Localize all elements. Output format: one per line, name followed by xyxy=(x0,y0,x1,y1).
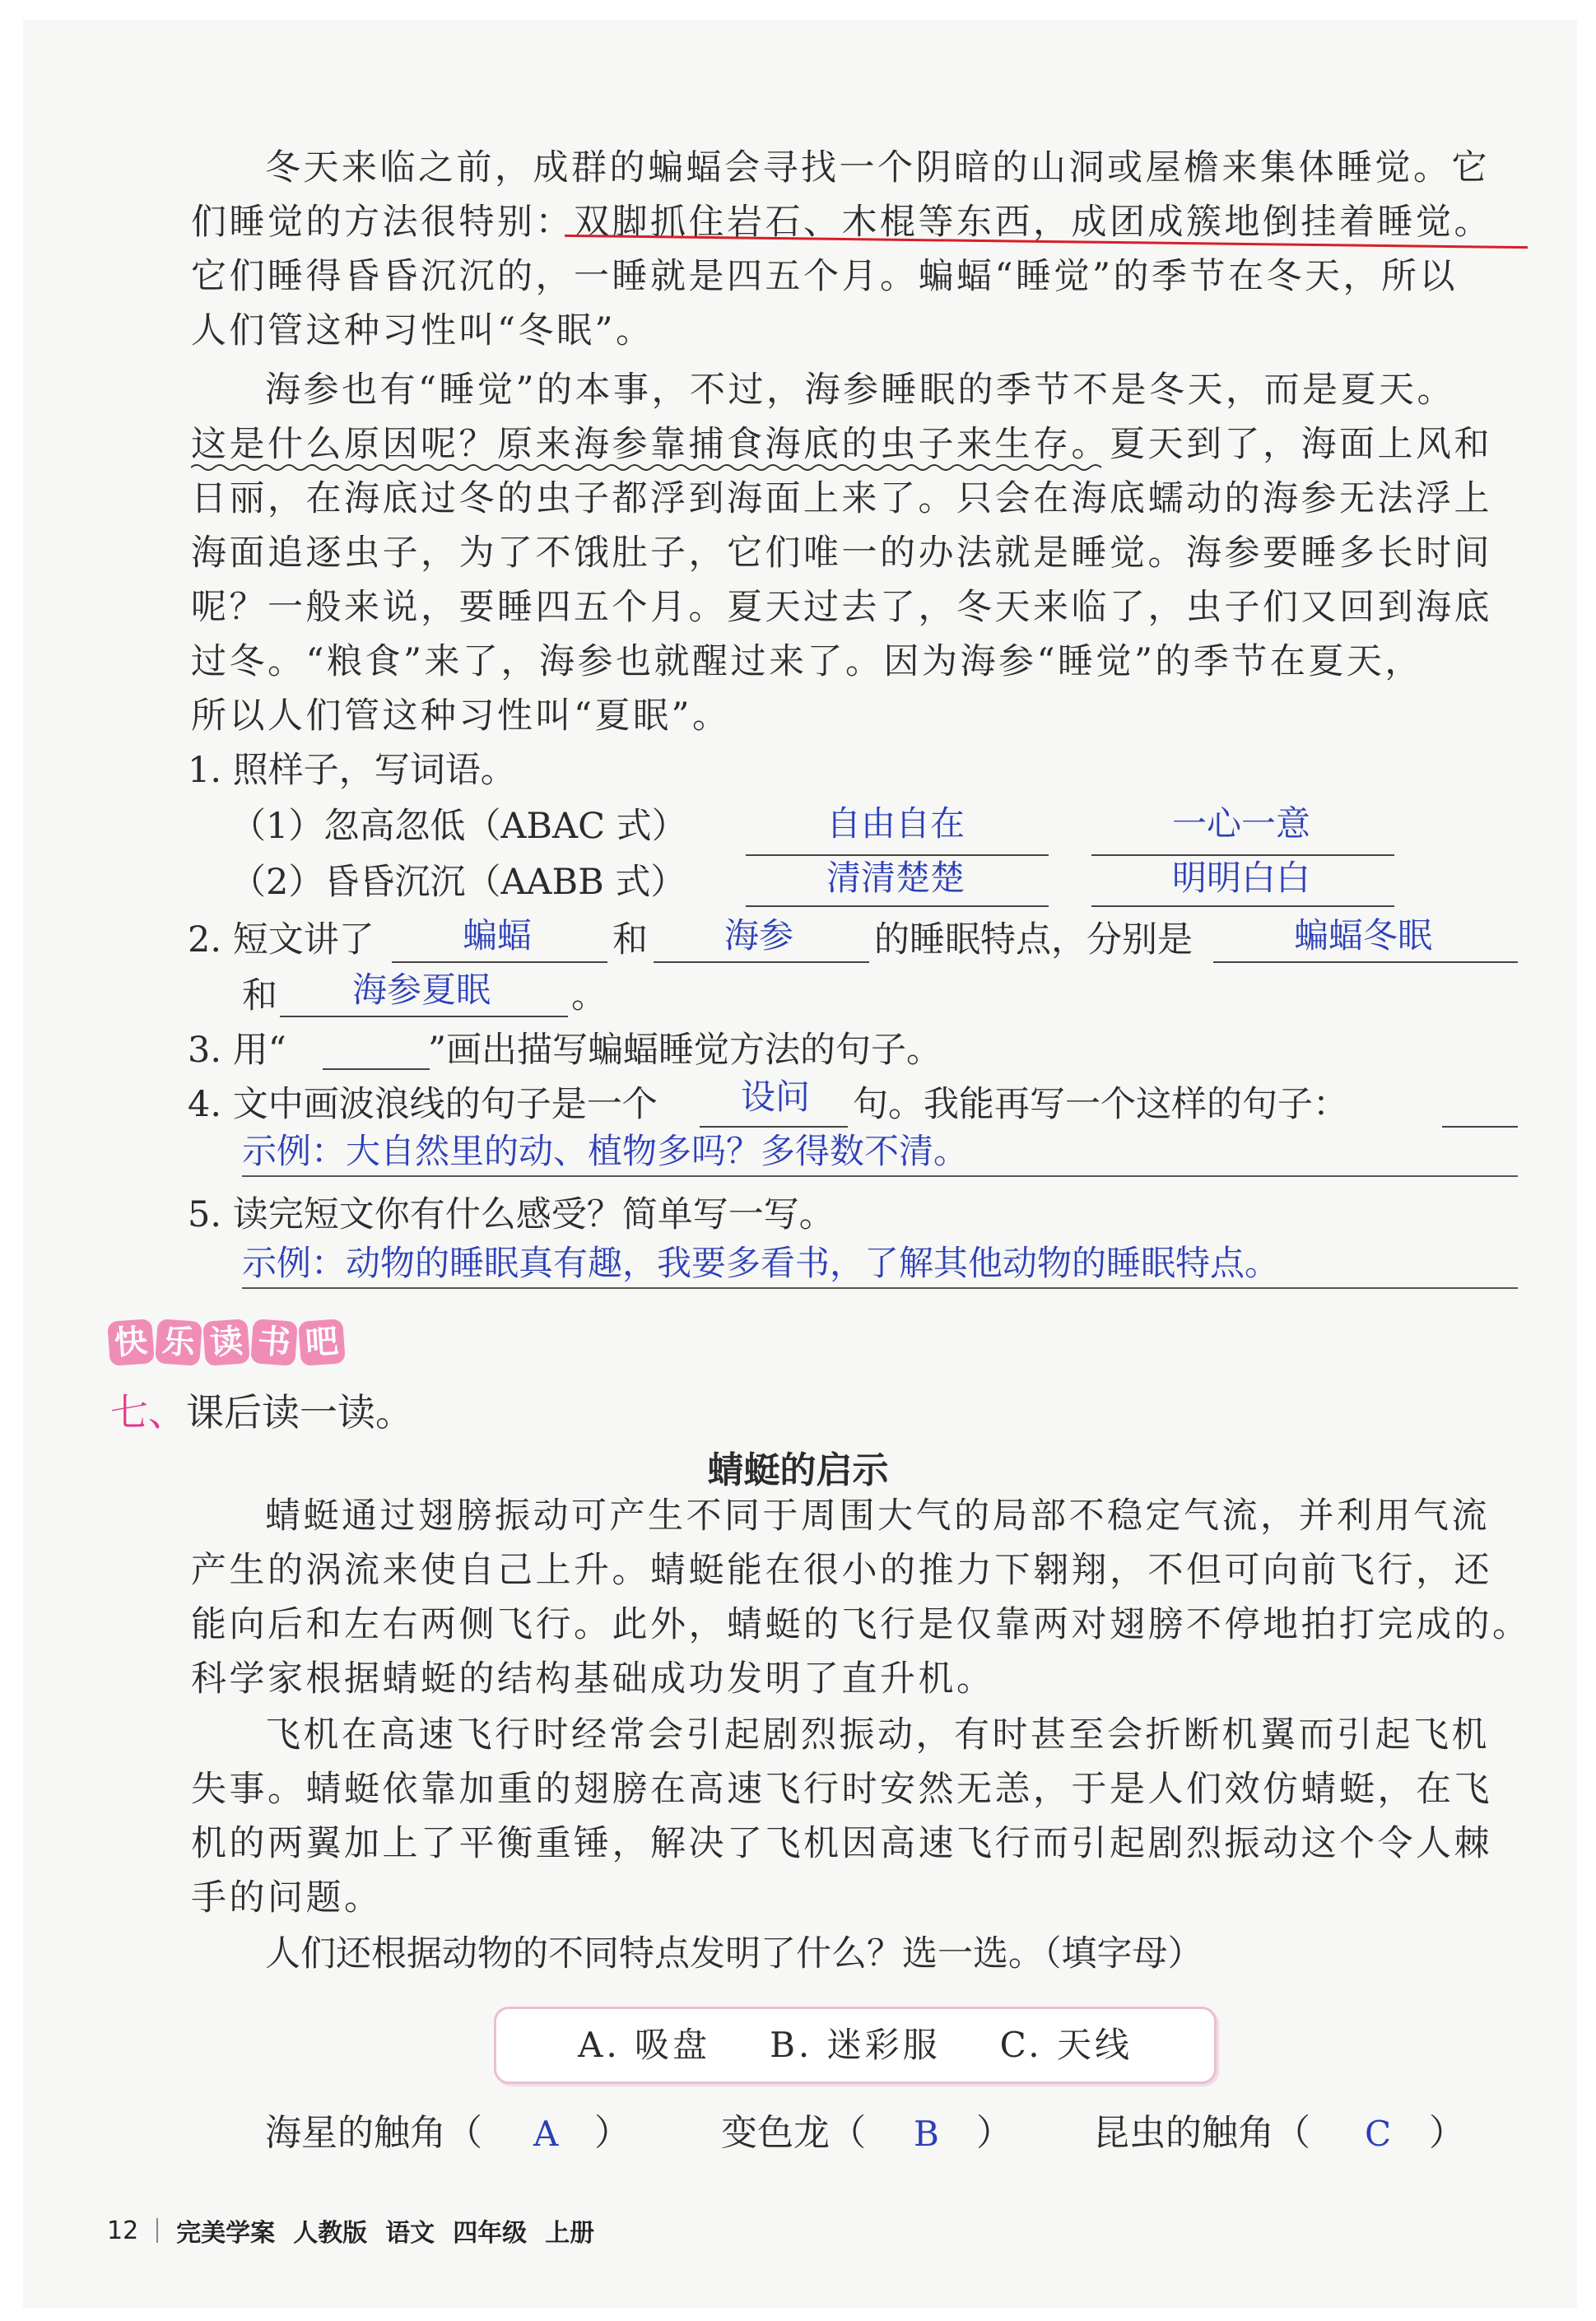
answer-blank xyxy=(1442,1126,1518,1128)
passage-line: 呢？一般来说，要睡四五个月。夏天过去了，冬天来临了，虫子们又回到海底 xyxy=(191,587,1492,628)
banner-char: 吧 xyxy=(298,1319,346,1366)
handwritten-answer: 设问 xyxy=(741,1077,811,1117)
story-line: 失事。蜻蜓依靠加重的翅膀在高速飞行时安然无恙，于是人们效仿蜻蜓，在飞 xyxy=(191,1769,1492,1810)
page-footer xyxy=(107,2212,594,2249)
story-line: 能向后和左右两侧飞行。此外，蜻蜓的飞行是仅靠两对翅膀不停地拍打完成的。 xyxy=(191,1604,1531,1645)
handwritten-answer: 示例：大自然里的动、植物多吗？多得数不清。 xyxy=(242,1131,969,1171)
question-3-part: ”画出描写蝙蝠睡觉方法的句子。 xyxy=(428,1030,942,1071)
match-item-label: 昆虫的触角（ xyxy=(1093,2112,1310,2154)
question-1-row1-label: （1）忽高忽低（ABAC 式） xyxy=(230,806,687,847)
passage-line: 们睡觉的方法很特别：双脚抓住岩石、木棍等东西，成团成簇地倒挂着睡觉。 xyxy=(191,202,1492,243)
question-5-stem: 5. 读完短文你有什么感受？简单写一写。 xyxy=(188,1194,835,1235)
question-2-part: 的睡眠特点，分别是 xyxy=(874,919,1193,960)
handwritten-answer: 示例：动物的睡眠真有趣，我要多看书，了解其他动物的睡眠特点。 xyxy=(242,1243,1280,1283)
banner-char: 乐 xyxy=(155,1319,202,1366)
handwritten-answer: B xyxy=(914,2114,939,2154)
handwritten-answer: 海参夏眠 xyxy=(352,970,491,1010)
option-b: B. 迷彩服 xyxy=(770,2025,941,2065)
answer-blank xyxy=(1213,961,1518,963)
option-a: A. 吸盘 xyxy=(578,2025,711,2065)
footer-book: 完美学案 xyxy=(176,2219,276,2248)
passage-line: 它们睡得昏昏沉沉的，一睡就是四五个月。蝙蝠“睡觉”的季节在冬天，所以 xyxy=(191,256,1458,297)
answer-blank xyxy=(280,1016,568,1017)
story-line: 手的问题。 xyxy=(191,1877,383,1919)
banner-char: 读 xyxy=(202,1319,250,1366)
handwritten-answer: A xyxy=(533,2114,559,2154)
match-item-label: 海星的触角（ xyxy=(265,2112,482,2154)
footer-grade: 四年级 xyxy=(453,2219,528,2248)
handwritten-answer: 蝙蝠 xyxy=(463,915,533,956)
answer-line xyxy=(242,1175,1518,1177)
story-line: 科学家根据蜻蜓的结构基础成功发明了直升机。 xyxy=(191,1658,995,1700)
handwritten-answer: 自由自在 xyxy=(826,803,966,844)
passage-line: 海面追逐虫子，为了不饿肚子，它们唯一的办法就是睡觉。海参要睡多长时间 xyxy=(191,533,1492,574)
banner-char: 快 xyxy=(107,1319,155,1366)
story-line: 飞机在高速飞行时经常会引起剧烈振动，有时甚至会折断机翼而引起飞机 xyxy=(265,1714,1490,1756)
handwritten-answer: 清清楚楚 xyxy=(826,858,966,898)
options-box xyxy=(494,2007,1217,2084)
story-line: 蜻蜓通过翅膀振动可产生不同于周围大气的局部不稳定气流，并利用气流 xyxy=(265,1495,1490,1537)
passage-line: 海参也有“睡觉”的本事，不过，海参睡眠的季节不是冬天，而是夏天。 xyxy=(265,370,1455,411)
handwritten-answer: 一心一意 xyxy=(1172,803,1311,844)
handwritten-answer: C xyxy=(1365,2114,1392,2154)
passage-line: 人们管这种习性叫“冬眠”。 xyxy=(191,310,654,351)
passage-line: 过冬。“粮食”来了，海参也就醒过来了。因为海参“睡觉”的季节在夏天， xyxy=(191,641,1423,682)
handwritten-answer: 海参 xyxy=(724,915,794,956)
question-2-part: 。 xyxy=(571,975,607,1016)
page-number: 12 xyxy=(107,2216,139,2245)
answer-blank xyxy=(1091,905,1394,907)
section-number: 七、 xyxy=(110,1390,186,1435)
section-title: 课后读一读。 xyxy=(186,1390,413,1435)
story-prompt: 人们还根据动物的不同特点发明了什么？选一选。（填字母） xyxy=(265,1933,1203,1974)
match-item-close: ） xyxy=(976,2112,1012,2154)
question-2-part: 和 xyxy=(612,919,648,960)
passage-line: 这是什么原因呢？原来海参靠捕食海底的虫子来生存。夏天到了，海面上风和 xyxy=(191,424,1492,465)
question-4-part: 4. 文中画波浪线的句子是一个 xyxy=(188,1084,658,1125)
answer-line xyxy=(242,1287,1518,1289)
question-3-part: 3. 用“ xyxy=(188,1030,286,1071)
match-item-close: ） xyxy=(1429,2112,1465,2154)
story-title: 蜻蜓的启示 xyxy=(707,1449,889,1491)
match-item-label: 变色龙（ xyxy=(721,2112,866,2154)
passage-line: 日丽，在海底过冬的虫子都浮到海面上来了。只会在海底蠕动的海参无法浮上 xyxy=(191,478,1492,519)
answer-blank xyxy=(746,905,1049,907)
story-line: 机的两翼加上了平衡重锤，解决了飞机因高速飞行而引起剧烈振动这个令人棘 xyxy=(191,1823,1492,1864)
banner-char: 书 xyxy=(250,1319,298,1366)
question-2-part: 2. 短文讲了 xyxy=(188,919,375,960)
footer-volume: 上册 xyxy=(545,2219,595,2248)
footer-subject: 语文 xyxy=(385,2219,435,2248)
option-c: C. 天线 xyxy=(999,2025,1133,2065)
match-item-close: ） xyxy=(594,2112,630,2154)
story-line: 产生的涡流来使自己上升。蜻蜓能在很小的推力下翱翔，不但可向前飞行，还 xyxy=(191,1550,1492,1591)
wavy-underline-mark xyxy=(191,463,1113,472)
question-4-part: 句。我能再写一个这样的句子： xyxy=(853,1084,1348,1125)
footer-separator xyxy=(156,2218,158,2243)
happy-reading-banner xyxy=(109,1320,344,1368)
passage-line: 冬天来临之前，成群的蝙蝠会寻找一个阴暗的山洞或屋檐来集体睡觉。它 xyxy=(265,147,1490,188)
passage-line: 所以人们管这种习性叫“夏眠”。 xyxy=(191,695,731,737)
question-1-row2-label: （2）昏昏沉沉（AABB 式） xyxy=(230,862,686,903)
answer-blank xyxy=(323,1068,430,1070)
handwritten-answer: 明明白白 xyxy=(1172,858,1311,898)
question-1-stem: 1. 照样子，写词语。 xyxy=(188,750,516,791)
answer-blank xyxy=(654,961,869,963)
footer-edition: 人教版 xyxy=(293,2219,368,2248)
question-2-part: 和 xyxy=(242,975,277,1016)
handwritten-answer: 蝙蝠冬眠 xyxy=(1294,915,1433,956)
